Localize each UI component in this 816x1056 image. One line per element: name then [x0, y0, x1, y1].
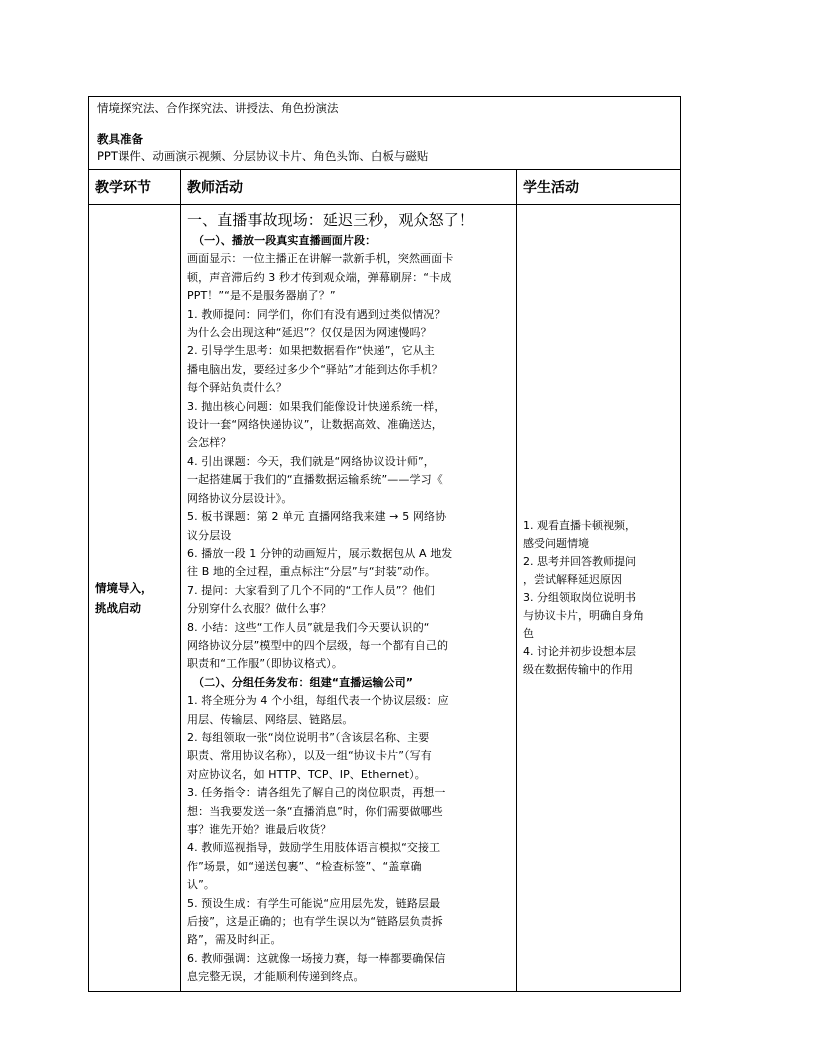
teacher-text-line: 为什么会出现这种“延迟”？仅仅是因为网速慢吗？: [187, 326, 432, 340]
subsection-heading: （二）、分组任务发布：组建“直播运输公司”: [193, 675, 414, 689]
teacher-text-line: 每个驿站负责什么？: [187, 381, 287, 395]
teacher-text-line: 一起搭建属于我们的“直播数据运输系统”——学习《: [187, 473, 443, 487]
teacher-text-line: 职责和“工作服”（即协议格式）。: [187, 657, 343, 671]
tools-title: 教具准备: [97, 132, 143, 146]
student-text-line: 2. 思考并回答教师提问: [523, 554, 636, 568]
subsection-heading: （一）、播放一段真实直播画面片段：: [193, 234, 377, 247]
header-teacher: 教师活动: [181, 170, 517, 205]
student-text-line: 级在数据传输中的作用: [523, 662, 633, 676]
teacher-text-line: 1. 教师提问：同学们，你们有没有遇到过类似情况？: [187, 307, 446, 321]
teacher-text-line: 1. 将全班分为 4 个小组，每组代表一个协议层级：应: [187, 694, 449, 708]
teacher-text-line: 画面显示：一位主播正在讲解一款新手机，突然画面卡: [187, 252, 454, 266]
teacher-text-line: 2. 每组领取一张“岗位说明书”（含该层名称、主要: [187, 730, 430, 744]
teacher-activity-cell: [181, 205, 517, 992]
teacher-text-line: 2. 引导学生思考：如果把数据看作“快递”，它从主: [187, 344, 435, 358]
teacher-text-line: 路”，需及时纠正。: [187, 933, 282, 947]
student-text-line: 感受问题情境: [523, 536, 589, 550]
student-activity-text: [523, 517, 674, 679]
tools-text: PPT课件、动画演示视频、分层协议卡片、角色头饰、白板与磁贴: [97, 149, 429, 163]
teacher-text-line: 8. 小结：这些“工作人员”就是我们今天要认识的“: [187, 620, 430, 634]
teacher-text-line: 3. 任务指令：请各组先了解自己的岗位职责，再想一: [187, 786, 446, 800]
teacher-text-line: 5. 板书课题：第 2 单元 直播网络我来建 → 5 网络协: [187, 510, 447, 524]
teacher-text-line: 事？谁先开始？谁最后收货？: [187, 823, 332, 836]
teacher-text-line: 4. 引出课题：今天，我们就是“网络协议设计师”，: [187, 454, 435, 468]
header-row: [89, 170, 681, 205]
content-row: [89, 205, 681, 992]
teacher-text-line: 认”。: [187, 878, 215, 892]
lesson-plan-table: [88, 96, 681, 992]
teaching-methods-text: 情境探究法、合作探究法、讲授法、角色扮演法: [97, 101, 339, 115]
student-text-line: ，尝试解释延迟原因: [523, 572, 622, 586]
teacher-text-line: PPT！”“是不是服务器崩了？”: [187, 289, 336, 303]
section-heading: 一、直播事故现场：延迟三秒，观众怒了！: [187, 211, 474, 229]
stage-line-2: 挑战启动: [95, 600, 141, 615]
teacher-text-line: 想：当我要发送一条“直播消息”时，你们需要做哪些: [187, 804, 443, 818]
teacher-text-line: 作”场景，如“递送包裹”、“检查标签”、“盖章确: [187, 859, 422, 873]
info-row: [89, 97, 681, 170]
teacher-text-line: 5. 预设生成：有学生可能说“应用层先发，链路层最: [187, 896, 441, 910]
stage-cell: [89, 205, 181, 992]
teacher-text-line: 4. 教师巡视指导，鼓励学生用肢体语言模拟“交接工: [187, 841, 441, 855]
teacher-text-line: 顿，声音滞后约 3 秒才传到观众端，弹幕刷屏：“卡成: [187, 270, 452, 284]
teacher-text-line: 往 B 地的全过程，重点标注“分层”与“封装”动作。: [187, 565, 436, 579]
teacher-text-line: 网络协议分层设计》。: [187, 491, 293, 505]
teacher-text-line: 息完整无误，才能顺利传递到终点。: [187, 970, 365, 984]
student-text-line: 3. 分组领取岗位说明书: [523, 590, 636, 604]
teacher-text-line: 分别穿什么衣服？做什么事？: [187, 602, 332, 616]
teacher-text-line: 3. 抛出核心问题：如果我们能像设计快递系统一样，: [187, 399, 446, 413]
teacher-activity-text: [187, 232, 510, 987]
info-cell: [89, 97, 681, 170]
teacher-text-line: 用层、传输层、网络层、链路层。: [187, 712, 354, 726]
teacher-text-line: 对应协议名，如 HTTP、TCP、IP、Ethernet）。: [187, 767, 426, 781]
teacher-text-line: 播电脑出发，要经过多少个“驿站”才能到达你手机？: [187, 362, 443, 376]
student-text-line: 1. 观看直播卡顿视频，: [523, 518, 636, 532]
teacher-text-line: 议分层设: [187, 528, 232, 542]
teacher-text-line: 7. 提问：大家看到了几个不同的“工作人员”？他们: [187, 583, 435, 597]
student-text-line: 色: [523, 626, 534, 640]
teacher-text-line: 职责、常用协议名称），以及一组“协议卡片”（写有: [187, 749, 432, 763]
student-text-line: 与协议卡片，明确自身角: [523, 608, 644, 622]
teacher-text-line: 后接”，这是正确的；也有学生误以为“链路层负责拆: [187, 915, 443, 929]
teacher-text-line: 设计一套“网络快递协议”，让数据高效、准确送达，: [187, 418, 443, 432]
header-stage: 教学环节: [89, 170, 181, 205]
teacher-text-line: 6. 教师强调：这就像一场接力赛，每一棒都要确保信: [187, 951, 446, 965]
teacher-text-line: 网络协议分层”模型中的四个层级，每一个都有自己的: [187, 638, 449, 652]
header-student: 学生活动: [517, 170, 681, 205]
stage-line-1: 情境导入，: [95, 580, 153, 595]
student-activity-cell: [517, 205, 681, 992]
teacher-text-line: 6. 播放一段 1 分钟的动画短片，展示数据包从 A 地发: [187, 546, 453, 560]
teacher-text-line: 会怎样？: [187, 436, 232, 450]
student-text-line: 4. 讨论并初步设想本层: [523, 644, 636, 658]
